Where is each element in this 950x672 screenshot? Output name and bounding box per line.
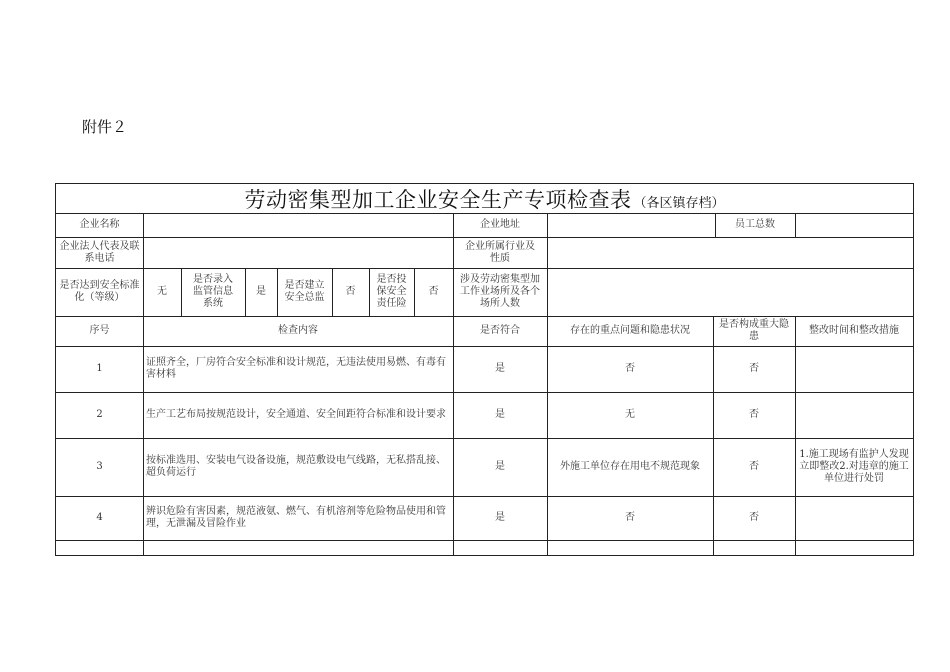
legal-rep-label: 企业法人代表及联系电话 — [59, 240, 140, 264]
safety-director-label: 是否建立安全总监 — [284, 280, 325, 303]
employees-value — [795, 213, 913, 237]
industry-value — [547, 237, 913, 268]
row-5-no — [56, 540, 143, 555]
row-4-issues: 否 — [625, 512, 635, 523]
supervision-label: 是否录入监管信息系统 — [193, 274, 233, 309]
header-no: 序号 — [89, 325, 110, 336]
row-1-no: 1 — [96, 363, 103, 374]
insurance-value: 否 — [428, 286, 439, 297]
inspection-form — [55, 183, 914, 556]
row-3-rectification: 1.施工现场有监护人发现立即整改2.对违章的施工单位进行处罚 — [799, 449, 909, 484]
supervision-value: 是 — [256, 286, 266, 297]
safety-director-value: 否 — [345, 286, 356, 297]
row-2-no: 2 — [96, 409, 103, 420]
row-2-rectification — [795, 392, 913, 438]
row-3-major-hazard: 否 — [749, 461, 759, 472]
row-1-compliant: 是 — [495, 363, 505, 374]
row-1-content: 证照齐全，厂房符合安全标准和设计规范，无违法使用易燃、有毒有害材料 — [146, 357, 446, 380]
industry-label: 企业所属行业及性质 — [465, 240, 535, 264]
row-4-no: 4 — [96, 512, 103, 523]
workers-value — [547, 268, 913, 316]
row-4-content: 辨识危险有害因素，规范液氨、燃气、有机溶剂等危险物品使用和管理，无泄漏及冒险作业 — [146, 506, 446, 529]
row-5-content — [143, 540, 453, 555]
row-4-major-hazard: 否 — [749, 512, 759, 523]
header-issues: 存在的重点问题和隐患状况 — [570, 325, 690, 336]
form-title-main: 劳动密集型加工企业安全生产专项检查表 — [244, 187, 632, 212]
company-address-label: 企业地址 — [480, 219, 520, 230]
company-name-value — [143, 213, 453, 237]
row-1-rectification — [795, 346, 913, 392]
row-2-content: 生产工艺布局按规范设计，安全通道、安全间距符合标准和设计要求 — [146, 409, 446, 420]
row-5-major-hazard — [713, 540, 795, 555]
attachment-label: 附件２ — [82, 118, 128, 136]
header-major-hazard: 是否构成重大隐患 — [719, 319, 789, 342]
legal-rep-value — [143, 237, 453, 268]
row-5-compliant — [453, 540, 547, 555]
workers-label: 涉及劳动密集型加工作业场所及各个场所人数 — [460, 274, 540, 309]
row-1-issues: 否 — [625, 363, 635, 374]
standard-value: 无 — [157, 286, 167, 297]
company-address-value — [547, 213, 715, 237]
company-name-label: 企业名称 — [79, 219, 120, 230]
row-3-issues: 外施工单位存在用电不规范现象 — [560, 461, 700, 472]
row-2-issues: 无 — [625, 409, 635, 420]
form-title — [56, 184, 913, 213]
row-3-content: 按标准选用、安装电气设备设施，规范敷设电气线路，无私搭乱接、超负荷运行 — [146, 455, 446, 478]
header-rectification: 整改时间和整改措施 — [809, 325, 899, 336]
form-title-suffix: （各区镇存档） — [633, 195, 725, 211]
employees-label: 员工总数 — [735, 219, 775, 230]
header-compliant: 是否符合 — [480, 325, 520, 336]
row-2-major-hazard: 否 — [749, 409, 759, 420]
row-3-no: 3 — [96, 461, 103, 472]
insurance-label: 是否投保安全责任险 — [376, 274, 407, 309]
header-content: 检查内容 — [278, 325, 318, 336]
standard-label: 是否达到安全标准化（等级） — [59, 280, 140, 303]
row-2-compliant: 是 — [495, 409, 505, 420]
row-4-rectification — [795, 496, 913, 540]
row-5-issues — [547, 540, 713, 555]
row-1-major-hazard: 否 — [749, 363, 759, 374]
row-4-compliant: 是 — [495, 512, 505, 523]
row-5-rectification — [795, 540, 913, 555]
row-3-compliant: 是 — [495, 461, 505, 472]
